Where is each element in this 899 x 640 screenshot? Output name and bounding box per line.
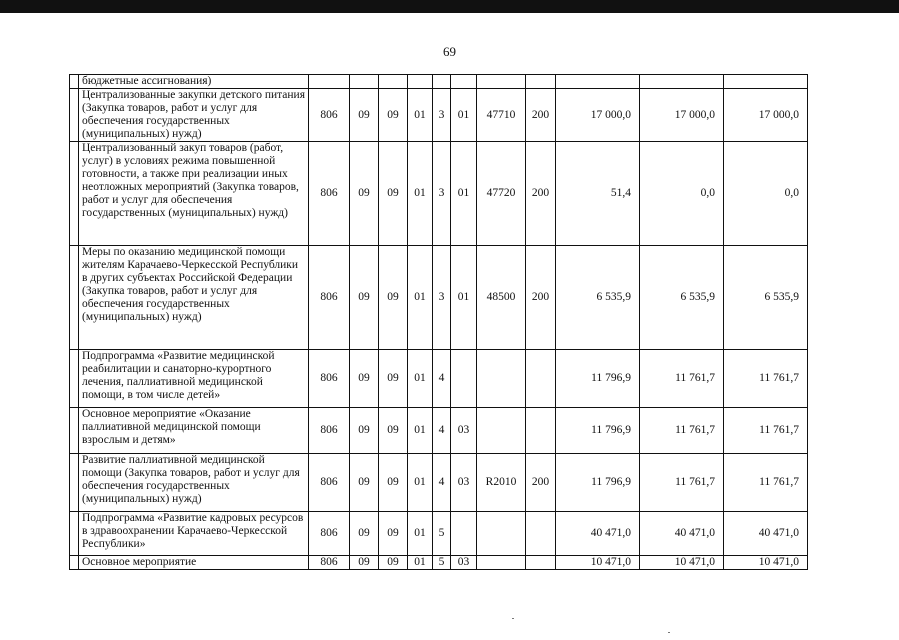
table-row <box>70 89 808 142</box>
cell-pr: 09 <box>379 350 408 408</box>
cell-c3: 03 <box>451 556 477 570</box>
cell-y3: 17 000,0 <box>724 89 808 142</box>
cell-c1: 01 <box>408 142 433 246</box>
cell-y2: 11 761,7 <box>640 350 724 408</box>
cell-c1: 01 <box>408 408 433 454</box>
cell-pr: 09 <box>379 142 408 246</box>
cell-c3: 03 <box>451 408 477 454</box>
row-name-cell: Подпрограмма «Развитие медицинской реабилитации и санаторно-курортного лечения, паллиативной медицинской помощи, в том числе детей» <box>79 350 309 408</box>
cell-y3: 40 471,0 <box>724 512 808 556</box>
row-name-cell: Основное мероприятие «Оказание паллиативной медицинской помощи взрослым и детям» <box>79 408 309 454</box>
scan-speck <box>668 632 670 633</box>
row-name-cell: Централизованные закупки детского питания (Закупка товаров, работ и услуг для обеспечения государственных (муниципальных) нужд) <box>79 89 309 142</box>
cell-pr <box>379 75 408 89</box>
cell-y3: 6 535,9 <box>724 246 808 350</box>
row-name-cell: бюджетные ассигнования) <box>79 75 309 89</box>
cell-rz: 09 <box>350 512 379 556</box>
cell-rz: 09 <box>350 89 379 142</box>
cell-y1 <box>556 75 640 89</box>
row-margin-cell <box>70 350 79 408</box>
cell-c2 <box>433 75 451 89</box>
cell-c4 <box>477 408 526 454</box>
row-margin-cell <box>70 408 79 454</box>
cell-y3: 11 761,7 <box>724 454 808 512</box>
cell-ved: 806 <box>309 512 350 556</box>
cell-vr <box>526 350 556 408</box>
cell-c4: 47720 <box>477 142 526 246</box>
row-margin-cell <box>70 556 79 570</box>
cell-c2: 3 <box>433 142 451 246</box>
cell-c1: 01 <box>408 556 433 570</box>
cell-rz: 09 <box>350 454 379 512</box>
cell-c1: 01 <box>408 454 433 512</box>
cell-c3 <box>451 350 477 408</box>
cell-c3 <box>451 512 477 556</box>
cell-c1: 01 <box>408 246 433 350</box>
cell-vr <box>526 75 556 89</box>
cell-ved: 806 <box>309 556 350 570</box>
cell-y1: 51,4 <box>556 142 640 246</box>
row-margin-cell <box>70 512 79 556</box>
cell-y1: 11 796,9 <box>556 454 640 512</box>
row-margin-cell <box>70 142 79 246</box>
cell-y3: 11 761,7 <box>724 350 808 408</box>
cell-c4: 47710 <box>477 89 526 142</box>
cell-c2: 4 <box>433 350 451 408</box>
cell-rz: 09 <box>350 142 379 246</box>
cell-c3: 03 <box>451 454 477 512</box>
cell-c2: 3 <box>433 246 451 350</box>
cell-c4 <box>477 512 526 556</box>
scan-top-border <box>0 0 899 13</box>
cell-c3 <box>451 75 477 89</box>
cell-ved <box>309 75 350 89</box>
cell-y2 <box>640 75 724 89</box>
cell-vr <box>526 556 556 570</box>
cell-y2: 11 761,7 <box>640 408 724 454</box>
cell-ved: 806 <box>309 454 350 512</box>
row-name-cell: Централизованный закуп товаров (работ, услуг) в условиях режима повышенной готовности, а также при реализации иных неотложных мероприятий (Закупка товаров, работ и услуг для обеспечения государственных (муниципальных) нужд) <box>79 142 309 246</box>
cell-c4 <box>477 75 526 89</box>
cell-c2: 5 <box>433 556 451 570</box>
budget-table <box>69 74 808 570</box>
cell-c1: 01 <box>408 350 433 408</box>
table-row <box>70 142 808 246</box>
cell-c4 <box>477 556 526 570</box>
table-row <box>70 454 808 512</box>
cell-y2: 0,0 <box>640 142 724 246</box>
cell-c1: 01 <box>408 89 433 142</box>
cell-ved: 806 <box>309 142 350 246</box>
cell-y1: 10 471,0 <box>556 556 640 570</box>
cell-rz <box>350 75 379 89</box>
cell-pr: 09 <box>379 246 408 350</box>
cell-pr: 09 <box>379 408 408 454</box>
cell-y1: 6 535,9 <box>556 246 640 350</box>
cell-c1: 01 <box>408 512 433 556</box>
row-name-cell: Развитие паллиативной медицинской помощи (Закупка товаров, работ и услуг для обеспечения государственных (муниципальных) нужд) <box>79 454 309 512</box>
cell-c2: 4 <box>433 408 451 454</box>
row-name-cell: Меры по оказанию медицинской помощи жителям Карачаево-Черкесской Республики в других субъектах Российской Федерации (Закупка товаров, работ и услуг для обеспечения государственных (муниципальных) нужд) <box>79 246 309 350</box>
cell-y2: 40 471,0 <box>640 512 724 556</box>
cell-c1 <box>408 75 433 89</box>
cell-c4 <box>477 350 526 408</box>
cell-c2: 4 <box>433 454 451 512</box>
cell-y3: 11 761,7 <box>724 408 808 454</box>
table-row <box>70 350 808 408</box>
row-margin-cell <box>70 89 79 142</box>
cell-c2: 5 <box>433 512 451 556</box>
cell-y2: 6 535,9 <box>640 246 724 350</box>
cell-ved: 806 <box>309 89 350 142</box>
cell-c3: 01 <box>451 89 477 142</box>
cell-vr <box>526 408 556 454</box>
cell-vr: 200 <box>526 246 556 350</box>
row-margin-cell <box>70 246 79 350</box>
cell-c4: 48500 <box>477 246 526 350</box>
cell-ved: 806 <box>309 408 350 454</box>
table-row <box>70 556 808 570</box>
row-name-cell: Основное мероприятие <box>79 556 309 570</box>
table-row <box>70 512 808 556</box>
cell-pr: 09 <box>379 89 408 142</box>
cell-y1: 40 471,0 <box>556 512 640 556</box>
cell-vr <box>526 512 556 556</box>
cell-y1: 17 000,0 <box>556 89 640 142</box>
cell-y1: 11 796,9 <box>556 408 640 454</box>
table-row <box>70 75 808 89</box>
cell-rz: 09 <box>350 246 379 350</box>
scan-speck <box>512 618 514 619</box>
cell-y3 <box>724 75 808 89</box>
row-name-cell: Подпрограмма «Развитие кадровых ресурсов в здравоохранении Карачаево-Черкесской Республики» <box>79 512 309 556</box>
table-row <box>70 408 808 454</box>
cell-pr: 09 <box>379 512 408 556</box>
cell-y3: 0,0 <box>724 142 808 246</box>
cell-vr: 200 <box>526 454 556 512</box>
table-row <box>70 246 808 350</box>
cell-pr: 09 <box>379 556 408 570</box>
cell-pr: 09 <box>379 454 408 512</box>
cell-ved: 806 <box>309 246 350 350</box>
cell-c3: 01 <box>451 246 477 350</box>
row-margin-cell <box>70 454 79 512</box>
cell-rz: 09 <box>350 350 379 408</box>
page-number: 69 <box>443 44 456 59</box>
cell-rz: 09 <box>350 556 379 570</box>
cell-vr: 200 <box>526 89 556 142</box>
cell-c3: 01 <box>451 142 477 246</box>
cell-rz: 09 <box>350 408 379 454</box>
cell-y2: 17 000,0 <box>640 89 724 142</box>
cell-y2: 11 761,7 <box>640 454 724 512</box>
cell-y1: 11 796,9 <box>556 350 640 408</box>
cell-ved: 806 <box>309 350 350 408</box>
cell-y2: 10 471,0 <box>640 556 724 570</box>
cell-y3: 10 471,0 <box>724 556 808 570</box>
row-margin-cell <box>70 75 79 89</box>
cell-c2: 3 <box>433 89 451 142</box>
cell-c4: R2010 <box>477 454 526 512</box>
cell-vr: 200 <box>526 142 556 246</box>
